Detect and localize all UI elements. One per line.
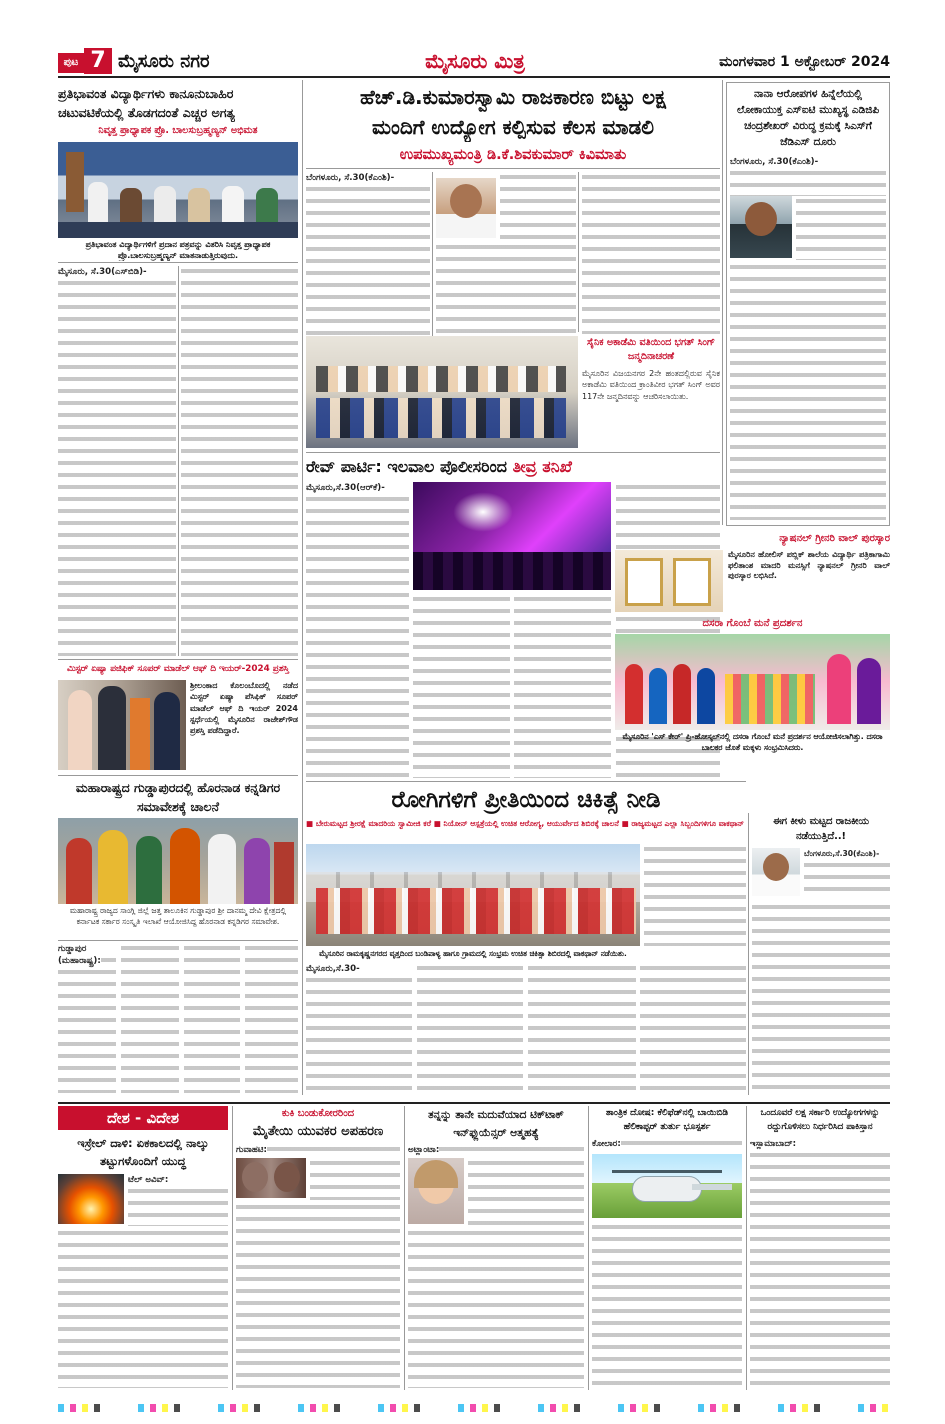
israel-body-b — [58, 1228, 228, 1388]
divider — [302, 80, 303, 1095]
rave-headline — [306, 454, 720, 480]
patients-tag-1: ■ ಬೇರುಮಟ್ಟದ ಶ್ರೀರಕ್ಷೆ ಮಾದರಿಯ ಸ್ವಾಮೀಜಿ ಕರೆ — [306, 819, 432, 828]
patients-tag-3: ■ ರಾಜ್ಯಮಟ್ಟದ ಎಲ್ಲಾ ಸಿಬ್ಬಂದಿಗಳಿಗೂ ವಾಕಥಾನ್ — [621, 819, 744, 828]
divider — [746, 1106, 747, 1390]
gudda-caption: ಮಹಾರಾಷ್ಟ್ರ ರಾಜ್ಯದ ಸಾಂಗ್ಲಿ ಜಿಲ್ಲೆ ಜತ್ತ ತಾಲೂಕಿನ ಗುಡ್ಡಾಪುರ ಶ್ರೀ ದಾನಮ್ಮ ದೇವಿ ಕ್ಷೇತ್ರದಲ್ಲಿ ಕರ್ನಾಟಕ ಸರ್ಕಾರ ಸಂಸ್ಕೃತಿ ಇಲಾಖೆ ಆಯೋಜಿಸಿದ್ದ ಹೊರನಾಡ ಕನ್ನಡಿಗರ ಸಮಾವೇಶ. — [69, 906, 287, 926]
sainik-photo — [306, 336, 578, 448]
heli-dateline: ಕೋಲಾರ: — [592, 1139, 621, 1149]
ceremony-photo — [58, 142, 298, 238]
award-photo — [615, 550, 723, 612]
rave-body-a — [306, 482, 409, 778]
jobs-body — [750, 1138, 890, 1388]
dasara-headline: ದಸರಾ ಗೊಂಬೆ ಮನೆ ಪ್ರದರ್ಶನ — [702, 618, 803, 629]
gudda-body-b — [121, 943, 179, 1093]
divider — [178, 266, 179, 656]
rave-headline-1: ರೇವ್ ಪಾರ್ಟಿ: ಇಲವಾಲ ಪೊಲೀಸರಿಂದ — [306, 457, 513, 476]
gudda-body-c — [184, 943, 240, 1093]
influencer-photo — [408, 1158, 464, 1224]
tiktok-body-a — [408, 1144, 584, 1158]
dancers-photo — [58, 818, 298, 904]
gudda-body-d — [245, 943, 298, 1093]
divider — [58, 1102, 890, 1104]
issue-date: ಮಂಗಳವಾರ 1 ಅಕ್ಟೋಬರ್ 2024 — [719, 54, 890, 70]
heli-body-b — [592, 1222, 742, 1388]
paper-name: ಮೈಸೂರು ಮಿತ್ರ — [425, 49, 525, 73]
patients-tags — [306, 818, 746, 842]
divider — [306, 781, 746, 782]
mister-headline: ಮಿಸ್ಟರ್ ಏಷ್ಯಾ ಪಜಿಫಿಕ್ ಸೂಪರ್ ಮಾಡೆಲ್ ಆಫ್ ದಿ ಇಯರ್-2024 ಪ್ರಶಸ್ತಿ — [66, 664, 290, 674]
col1-headline: ಪ್ರತಿಭಾವಂತ ವಿದ್ಯಾರ್ಥಿಗಳು ಕಾನೂನುಬಾಹಿರ ಚಟುವಟಿಕೆಯಲ್ಲಿ ತೊಡಗದಂತೆ ಎಚ್ಚರ ಅಗತ್ಯ — [58, 86, 235, 120]
tiktok-body-c — [408, 1228, 584, 1388]
walkathon-photo — [306, 844, 640, 946]
dk-shivakumar-photo — [436, 178, 496, 238]
lead-dateline: ಬೆಂಗಳೂರು, ಸೆ.30(ಕೆಎಂಶಿ)- — [306, 173, 395, 183]
patients-body-c — [528, 963, 636, 1093]
divider — [404, 1106, 405, 1390]
col1-body-a — [58, 266, 176, 656]
sainik-headline: ಸೈನಿಕ ಅಕಾಡೆಮಿ ವತಿಯಿಂದ ಭಗತ್ ಸಿಂಗ್ ಜನ್ಮದಿನಾಚರಣೆ — [586, 337, 716, 362]
dasara-caption: ಮೈಸೂರಿನ 'ಎಸ್‌ ಕೇರ್‌' ಪ್ರಿ-ಹೋಸ್ಕಲ್‌ನಲ್ಲಿ ದಸರಾ ಗೊಂಬೆ ಮನೆ ಪ್ರದರ್ಶನ ಆಯೋಜಿಸಲಾಗಿತ್ತು. ದಸರಾ ಬಾಲಕರ ಜೊತೆ ಮಕ್ಕಳು ಸಂಭ್ರಮಿಸಿದರು. — [622, 732, 883, 752]
masthead-rule — [58, 76, 890, 78]
political-body-b — [752, 902, 890, 1093]
kuki-headline-2: ಮೈತೇಯಿ ಯುವಕರ ಅಪಹರಣ — [252, 1124, 384, 1139]
helicopter-photo — [592, 1154, 742, 1218]
lead-subhead: ಉಪಮುಖ್ಯಮಂತ್ರಿ ಡಿ.ಕೆ.ಶಿವಕುಮಾರ್ ಕಿವಿಮಾತು — [399, 147, 627, 163]
sainik-text: ಮೈಸೂರಿನ ವಿಜಯನಗರ 2ನೇ ಹಂತದಲ್ಲಿರುವ ಸೈನಿಕ ಅಕಾಡೆಮಿ ವತಿಯಿಂದ ಕ್ರಾಂತಿವೀರ ಭಗತ್ ಸಿಂಗ್ ಅವರ 117ನೇ ಜನ್ಮದಿನವನ್ನು ಆಚರಿಸಲಾಯಿತು. — [582, 369, 720, 401]
jobs-headline: ಒಂದೂವರೆ ಲಕ್ಷ ಸರ್ಕಾರಿ ಉದ್ಯೋಗಗಳನ್ನು ರದ್ದುಗೊಳಿಸಲು ನಿರ್ಧರಿಸಿದ ಪಾಕಿಸ್ತಾನ — [760, 1108, 880, 1132]
right-top-headline: ನಾನಾ ಆರೋಪಗಳ ಹಿನ್ನೆಲೆಯಲ್ಲಿ ಲೋಕಾಯುಕ್ತ ಎಸ್‌ಐಟಿ ಮುಖ್ಯಸ್ಥ ಎಡಿಜಿಪಿ ಚಂದ್ರಶೇಖರ್ ವಿರುದ್ಧ ಕ್ರಮಕ್ಕೆ ಸಿಎಸ್‌ಗೆ ಜೆಡಿಎಸ್ ದೂರು — [736, 88, 880, 148]
right-top-body-b — [796, 196, 886, 260]
political-dateline: ಬೆಂಗಳೂರು,ಸೆ.30(ಕೆಎಂಶಿ)- — [804, 849, 880, 858]
rave-body-c — [514, 594, 611, 778]
patients-body-d — [640, 963, 746, 1093]
jobs-dateline: ಇಸ್ಲಾಮಾಬಾದ್: — [750, 1139, 797, 1149]
patients-headline: ರೋಗಿಗಳಿಗೆ ಪ್ರೀತಿಯಿಂದ ಚಿಕಿತ್ಸೆ ನೀಡಿ — [391, 787, 661, 813]
divider — [588, 1106, 589, 1390]
walkathon-caption: ಮೈಸೂರಿನ ರಾಮಕೃಷ್ಣನಗರದ ವೃತ್ತದಿಂದ ಬಂಡಿಪಾಳ್ಯ ಹಾಗೂ ಗ್ರಾಮದಲ್ಲಿ ಸಂಭ್ರಮ ಉಚಿತ ಚಿಕಿತ್ಸಾ ಶಿಬಿರದಲ್ಲಿ ವಾಕಥಾನ್ ನಡೆಯಿತು. — [319, 949, 627, 958]
political-body-a — [804, 848, 890, 898]
divider — [58, 940, 298, 941]
patients-tag-2: ■ ನಿಯೋನ್ ಆಸ್ಪತ್ರೆಯಲ್ಲಿ ಉಚಿತ ಆರೋಗ್ಯ, ಆಯುರ್ವೇದ ಶಿಬಿರಕ್ಕೆ ಚಾಲನೆ — [433, 819, 619, 828]
patients-dateline: ಮೈಸೂರು,ಸೆ.30- — [306, 964, 360, 974]
col1-body-b — [181, 266, 298, 656]
patients-body-b — [417, 963, 523, 1093]
tiktok-headline: ತನ್ನನ್ನು ತಾನೇ ಮದುವೆಯಾದ ಟಿಕ್‌ಟಾಕ್ ಇನ್‌ಫ್ಲುಯೆನ್ಸರ್ ಆತ್ಮಹತ್ಯೆ — [428, 1109, 564, 1139]
right-top-body-c — [730, 262, 886, 520]
kuki-body-c — [236, 1202, 400, 1388]
kuki-dateline: ಗುವಾಹಟಿ: — [236, 1145, 267, 1155]
ceremony-caption: ಪ್ರತಿಭಾವಂತ ವಿದ್ಯಾರ್ಥಿಗಳಿಗೆ ಪ್ರದಾನ ಪತ್ರವನ್ನು ವಿತರಿಸಿ ನಿವೃತ್ತ ಪ್ರಾಧ್ಯಾಪಕ ಪ್ರೊ.ಬಾಲಸುಬ್ರಹ್ಮಣ್ಯನ್ ಮಾತನಾಡುತ್ತಿರುವುದು. — [85, 240, 271, 260]
kuki-photo — [236, 1158, 306, 1198]
divider — [58, 775, 298, 776]
divider — [748, 813, 749, 1095]
right-top-dateline: ಬೆಂಗಳೂರು, ಸೆ.30(ಕೆಎಂಶಿ)- — [730, 157, 819, 167]
political-headline: ಈಗ ಕೀಳು ಮಟ್ಟದ ರಾಜಕೀಯ ನಡೆಯುತ್ತಿದೆ..! — [773, 816, 869, 842]
heli-headline: ತಾಂತ್ರಿಕ ದೋಷ: ಕೆಲಿಫೆಡ್‌ನಲ್ಲಿ ಬಾಯಿಬಿಡಿ ಹೆಲಿಕಾಪ್ಟರ್ ತುರ್ತು ಭೂಸ್ಪರ್ಶ — [605, 1108, 729, 1132]
kuki-body-b — [310, 1158, 400, 1200]
gudda-headline: ಮಹಾರಾಷ್ಟ್ರದ ಗುಡ್ಡಾಪುರದಲ್ಲಿ ಹೊರನಾಡ ಕನ್ನಡಿಗರ ಸಮಾವೇಶಕ್ಕೆ ಚಾಲನೆ — [75, 780, 281, 814]
dasara-photo — [615, 634, 890, 730]
patients-body-right — [644, 844, 746, 946]
page-number: 7 — [84, 48, 112, 74]
divider — [232, 1106, 233, 1390]
kuki-headline-1: ಕುಕಿ ಬಂಡುಕೋರರಿಂದ — [281, 1108, 355, 1119]
lead-headline-1: ಹೆಚ್.ಡಿ.ಕುಮಾರಸ್ವಾಮಿ ರಾಜಕಾರಣ ಬಿಟ್ಟು ಲಕ್ಷ — [360, 85, 666, 109]
masthead — [0, 0, 945, 76]
mister-text: ಶ್ರೀಲಂಕಾದ ಕೊಲಂಬೊದಲ್ಲಿ ನಡೆದ ಮಿಸ್ಟರ್ ಏಷ್ಯಾ ಪೆಸಿಫಿಕ್ ಸೂಪರ್ ಮಾಡೆಲ್ ಆಫ್ ದಿ ಇಯರ್ 2024 ಸ್ಪರ್ಧೆಯಲ್ಲಿ ಮೈಸೂರಿನ ರಾಜೇಶ್‌ಗೌಡ ಪ್ರಶಸ್ತಿ ಪಡೆದಿದ್ದಾರೆ. — [190, 681, 298, 736]
divider — [306, 168, 720, 169]
divider — [58, 262, 298, 263]
col1-dateline: ಮೈಸೂರು, ಸೆ.30(ಎಸ್‌ಬಿಡಿ)- — [58, 267, 147, 277]
gudda-body-a — [58, 943, 116, 1093]
adgp-photo — [730, 196, 792, 258]
color-registration-bar — [58, 1404, 890, 1412]
section-title: ಮೈಸೂರು ನಗರ — [118, 51, 210, 72]
rave-body-b — [413, 594, 510, 778]
lead-body-c — [582, 172, 720, 334]
award-text: ಮೈಸೂರಿನ ಹೋಲಿಸ್ ಪಬ್ಲಿಕ್ ಶಾಲೆಯ ವಿದ್ಯಾರ್ಥಿ ಪತ್ರಿಕಾಗಾಮಿ ಫಲಿತಾಂಶ ಮಾದರಿ ಮನಸ್ಸಿಗೆ ನ್ಯಾಷನಲ್ ಗ್ರೀನರಿ ವಾಲ್ ಪುರಸ್ಕಾರ ಲಭಿಸಿದೆ. — [728, 550, 890, 581]
award-headline: ನ್ಯಾಷನಲ್ ಗ್ರೀನರಿ ವಾಲ್ ಪುರಸ್ಕಾರ — [779, 533, 890, 544]
lead-headline-2: ಮಂದಿಗೆ ಉದ್ಯೋಗ ಕಲ್ಪಿಸುವ ಕೆಲಸ ಮಾಡಲಿ — [371, 115, 654, 139]
party-photo — [413, 482, 611, 590]
kuki-body-a — [236, 1144, 400, 1158]
gudda-dateline: ಗುಡ್ಡಾಪುರ (ಮಹಾರಾಷ್ಟ್ರ): — [58, 944, 101, 967]
divider — [578, 172, 579, 332]
world-section-label: ದೇಶ - ವಿದೇಶ — [58, 1106, 228, 1130]
tiktok-body-b — [468, 1158, 584, 1226]
page-label: ಪುಟ — [58, 53, 84, 73]
right-top-body-a — [730, 156, 886, 196]
divider — [722, 80, 723, 525]
rave-headline-2: ತೀವ್ರ ತನಿಖೆ — [512, 457, 572, 476]
divider — [58, 659, 298, 660]
heli-body-a — [592, 1138, 742, 1152]
col1-subhead: ನಿವೃತ್ತ ಪ್ರಾಧ್ಯಾಪಕ ಪ್ರೊ. ಬಾಲಸುಬ್ರಹ್ಮಣ್ಯನ್ ಅಭಿಮತ — [98, 125, 258, 136]
divider — [306, 452, 720, 453]
israel-dateline: ಟೆಲ್ ಅವಿವ್: — [128, 1175, 169, 1185]
rave-dateline: ಮೈಸೂರು,ಸೆ.30(ಆರ್‌ಕೆ)- — [306, 483, 385, 493]
israel-body-a — [128, 1174, 228, 1226]
israel-headline: ಇಸ್ರೇಲ್ ದಾಳಿ: ಏಕಕಾಲದಲ್ಲಿ ನಾಲ್ಕು ತಟ್ಟುಗಳೊಂದಿಗೆ ಯುದ್ಧ — [77, 1136, 209, 1168]
model-photo — [58, 680, 186, 770]
tiktok-dateline: ಅಟ್ಲಾಂಟಾ: — [408, 1145, 440, 1155]
bommai-photo — [752, 848, 800, 896]
explosion-photo — [58, 1174, 124, 1224]
patients-body-a — [306, 963, 412, 1093]
lead-body-b-top — [500, 172, 576, 240]
